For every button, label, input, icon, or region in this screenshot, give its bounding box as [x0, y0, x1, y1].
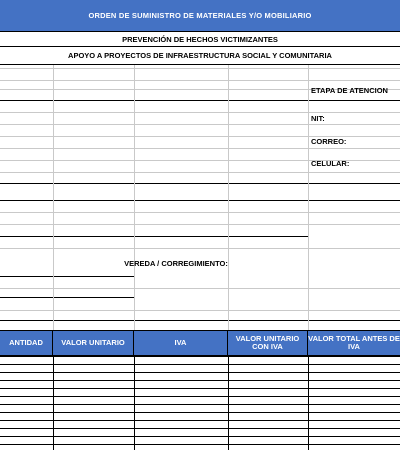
column-header-valor-unitario-con-iva: VALOR UNITARIO CON IVA — [228, 331, 308, 355]
gridline — [0, 68, 400, 69]
celular-label: CELULAR: — [311, 159, 350, 168]
items-table-header — [0, 330, 400, 356]
table-row-line — [0, 388, 400, 389]
section-divider — [0, 200, 400, 201]
gridline-vertical — [228, 65, 229, 330]
table-row-line — [0, 356, 400, 357]
document-subtitle: PREVENCIÓN DE HECHOS VICTIMIZANTES — [0, 31, 400, 47]
gridline — [0, 212, 400, 213]
table-column-line — [308, 356, 309, 450]
section-divider — [0, 276, 134, 277]
vereda-corregimiento-label: VEREDA / CORREGIMIENTO: — [124, 259, 228, 268]
section-divider — [0, 183, 400, 184]
table-column-line — [228, 356, 229, 450]
table-row-line — [0, 428, 400, 429]
gridline — [0, 112, 400, 113]
column-header-iva: IVA — [134, 331, 228, 355]
table-row-line — [0, 420, 400, 421]
table-row-line — [0, 364, 400, 365]
table-column-line — [53, 356, 54, 450]
section-divider — [0, 236, 308, 237]
correo-label: CORREO: — [311, 137, 347, 146]
table-row-line — [0, 444, 400, 445]
document-title: ORDEN DE SUMINISTRO DE MATERIALES Y/O MOBILIARIO — [0, 0, 400, 31]
etapa-atencion-label: ETAPA DE ATENCION — [311, 86, 388, 95]
gridline-vertical — [308, 65, 309, 330]
program-title: APOYO A PROYECTOS DE INFRAESTRUCTURA SOCIAL Y COMUNITARIA — [0, 47, 400, 65]
gridline — [0, 124, 400, 125]
gridline — [0, 80, 400, 81]
gridline — [0, 248, 400, 249]
table-row-line — [0, 380, 400, 381]
table-row-line — [0, 372, 400, 373]
table-row-line — [0, 412, 400, 413]
section-divider — [0, 100, 400, 101]
table-row-line — [0, 396, 400, 397]
column-header-valor-unitario: VALOR UNITARIO — [53, 331, 134, 355]
table-column-line — [134, 356, 135, 450]
gridline-vertical — [134, 65, 135, 330]
nit-label: NIT: — [311, 114, 325, 123]
gridline — [0, 224, 400, 225]
table-row-line — [0, 436, 400, 437]
column-header-valor-total: VALOR TOTAL ANTES DE IVA — [308, 334, 400, 351]
gridline — [0, 310, 400, 311]
gridline — [0, 288, 400, 289]
gridline — [0, 148, 400, 149]
gridline — [0, 172, 400, 173]
section-divider — [0, 297, 134, 298]
gridline-vertical — [53, 65, 54, 330]
table-row-line — [0, 404, 400, 405]
section-divider — [0, 320, 400, 321]
column-header-cantidad: ANTIDAD — [0, 331, 53, 355]
